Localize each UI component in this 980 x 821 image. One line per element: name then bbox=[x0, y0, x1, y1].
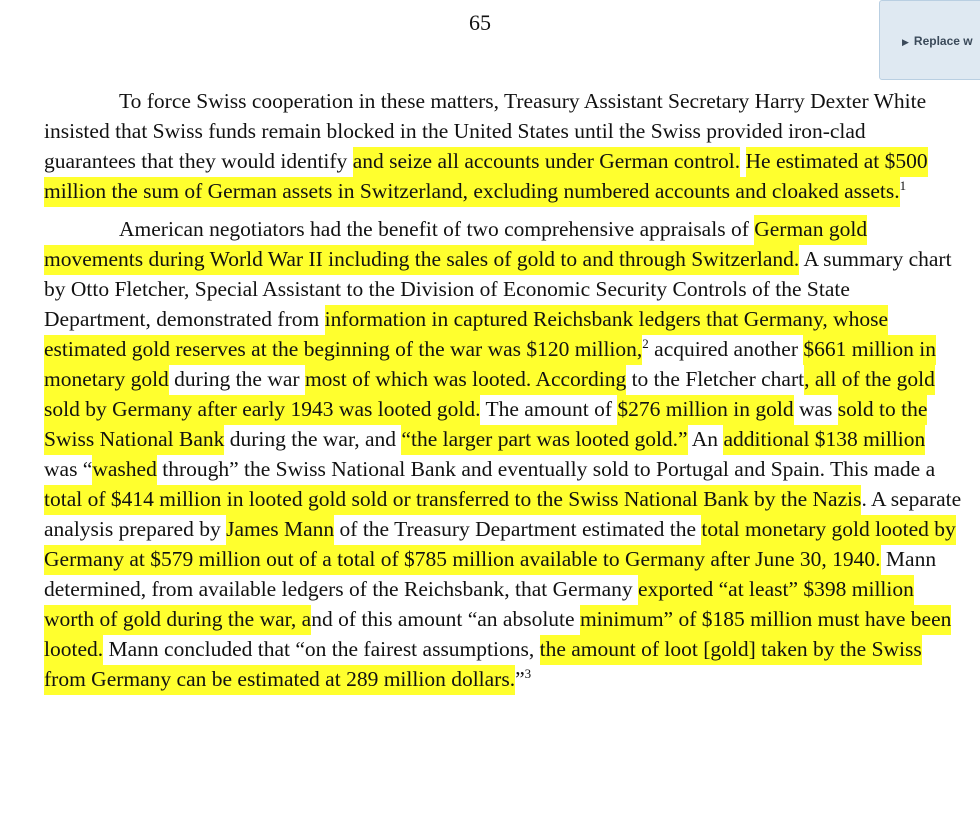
text-run: acquired another bbox=[648, 337, 804, 361]
text-run: during the war bbox=[168, 367, 305, 391]
text-run: to the Fletcher chart bbox=[626, 367, 805, 391]
text-run: nd of this amount “an absolute bbox=[311, 607, 580, 631]
highlighted-text: total monetary gold looted by Germany at $579 million out of a total of $785 million available to Germany after June 30, 1940. bbox=[44, 515, 956, 575]
text-run: An bbox=[687, 427, 724, 451]
highlighted-text: additional $138 million bbox=[723, 425, 925, 455]
text-run: was bbox=[793, 397, 838, 421]
highlighted-text: $276 million in gold bbox=[617, 395, 793, 425]
replace-panel[interactable] bbox=[879, 0, 980, 80]
text-run: ” bbox=[515, 667, 525, 691]
highlighted-text: washed bbox=[92, 455, 156, 485]
highlighted-text: “the larger part was looted gold.” bbox=[401, 425, 687, 455]
text-run: American negotiators had the benefit of two comprehensive appraisals of bbox=[119, 217, 755, 241]
footnote-ref: 1 bbox=[899, 177, 907, 193]
footnote-ref: 2 bbox=[642, 335, 649, 351]
text-run: Mann concluded that “on the fairest assumptions, bbox=[103, 637, 540, 661]
highlighted-text: sold to the Swiss National Bank bbox=[44, 395, 927, 455]
replace-label: Replace w bbox=[913, 34, 973, 48]
text-run: of the Treasury Department estimated the bbox=[334, 517, 702, 541]
document-body bbox=[44, 86, 962, 694]
highlighted-text: He estimated at $500 million the sum of German assets in Switzerland, excluding numbered accounts and cloaked assets. bbox=[44, 147, 928, 207]
replace-link[interactable] bbox=[902, 34, 973, 48]
highlighted-text: German gold movements during World War II including the sales of gold to and through Switzerland. bbox=[44, 215, 867, 275]
text-run: The amount of bbox=[480, 397, 618, 421]
highlighted-text: information in captured Reichsbank ledgers that Germany, whose estimated gold reserves at the beginning of the war was $120 million, bbox=[44, 305, 888, 365]
highlighted-text: the amount of loot [gold] taken by the Swiss from Germany can be estimated at 289 million dollars. bbox=[44, 635, 922, 695]
text-run: To force Swiss cooperation in these matters, Treasury Assistant Secretary Harry Dexter White insisted that Swiss funds remain blocked in the United States until the Swiss provided iron-clad guarantees that they would identify bbox=[44, 89, 927, 173]
page-number: 65 bbox=[469, 10, 491, 35]
expand-triangle-icon: ▶ bbox=[902, 37, 909, 47]
text-run: was “ bbox=[44, 457, 93, 481]
footnote-ref: 3 bbox=[524, 665, 532, 681]
text-run bbox=[740, 149, 745, 173]
text-run: Mann determined, from available ledgers of the Reichsbank, that Germany bbox=[44, 547, 937, 601]
highlighted-text: James Mann bbox=[226, 515, 334, 545]
text-run: through” the Swiss National Bank and eventually sold to Portugal and Spain. This made a bbox=[156, 457, 936, 481]
text-run: A summary chart by Otto Fletcher, Special Assistant to the Division of Economic Security Controls of the State Department, demonstrated from bbox=[44, 247, 952, 331]
highlighted-text: minimum” of $185 million must have been looted. bbox=[44, 605, 951, 665]
highlighted-text: total of $414 million in looted gold sold or transferred to the Swiss National Bank by the Nazis bbox=[44, 485, 861, 515]
text-run: during the war, and bbox=[224, 427, 402, 451]
highlighted-text: most of which was looted. According bbox=[305, 365, 626, 395]
highlighted-text: and seize all accounts under German control. bbox=[353, 147, 740, 177]
highlighted-text: exported “at least” $398 million worth of gold during the war, a bbox=[44, 575, 914, 635]
paragraph-1 bbox=[44, 86, 962, 206]
highlighted-text: , all of the gold sold by Germany after early 1943 was looted gold. bbox=[44, 365, 935, 425]
text-run: . A separate analysis prepared by bbox=[44, 487, 962, 541]
highlighted-text: $661 million in monetary gold bbox=[44, 335, 936, 395]
paragraph-2 bbox=[44, 214, 962, 694]
